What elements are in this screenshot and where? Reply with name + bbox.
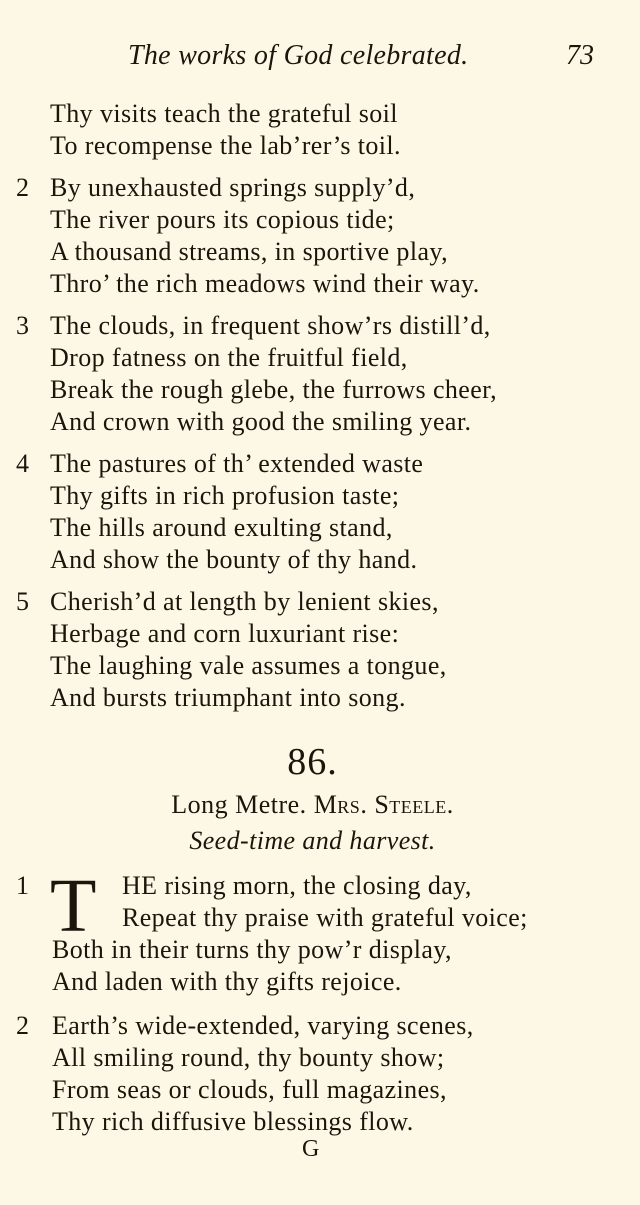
verse-line: Drop fatness on the fruitful field, [50,343,408,372]
verse-line: By unexhausted springs supply’d, [50,173,416,202]
verse-line: HE rising morn, the closing day, [122,871,472,900]
verse-line: The river pours its copious tide; [50,205,395,234]
verse-line: Thy rich diffusive blessings flow. [52,1107,414,1136]
verse-line: Thro’ the rich meadows wind their way. [50,269,480,298]
verse-line: From seas or clouds, full magazines, [52,1075,447,1104]
verse-line: The hills around exulting stand, [50,513,393,542]
stanza-number: 3 [16,311,29,340]
verse-line: Thy gifts in rich profusion taste; [50,481,400,510]
running-title: The works of God celebrated. [128,40,469,71]
verse-line: Cherish’d at length by lenient skies, [50,587,439,616]
hymn-number: 86. [287,741,338,783]
verse-line: Thy visits teach the grateful soil [50,99,398,128]
verse-line: The clouds, in frequent show’rs distill’d, [50,311,491,340]
hymn-meter-line [0,790,625,820]
verse-line: And bursts triumphant into song. [50,683,406,712]
verse-line: Break the rough glebe, the furrows cheer, [50,375,498,404]
hymn-meter: Long Metre. [171,790,307,819]
verse-line: To recompense the lab’rer’s toil. [50,131,401,160]
page-number: 73 [566,40,594,71]
verse-line: And laden with thy gifts rejoice. [52,967,402,996]
signature-mark: G [302,1136,320,1162]
verse-line: Both in their turns thy pow’r display, [52,935,452,964]
stanza-number: 2 [16,173,29,202]
stanza-number: 5 [16,587,29,616]
stanza-number: 4 [16,449,29,478]
verse-line: And show the bounty of thy hand. [50,545,418,574]
page-header [0,40,640,80]
drop-cap: T [50,864,97,948]
verse-line: All smiling round, thy bounty show; [52,1043,445,1072]
hymn-author: Mrs. Steele. [313,790,454,819]
hymn-subtitle: Seed-time and harvest. [189,826,436,855]
verse-line: A thousand streams, in sportive play, [50,237,449,266]
stanza-number: 2 [16,1011,29,1040]
stanza-number: 1 [16,871,29,900]
verse-line: The pastures of th’ extended waste [50,449,424,478]
verse-line: Earth’s wide-extended, varying scenes, [52,1011,474,1040]
verse-line: Herbage and corn luxuriant rise: [50,619,400,648]
verse-line: The laughing vale assumes a tongue, [50,651,447,680]
verse-line: Repeat thy praise with grateful voice; [122,903,528,932]
verse-line: And crown with good the smiling year. [50,407,472,436]
